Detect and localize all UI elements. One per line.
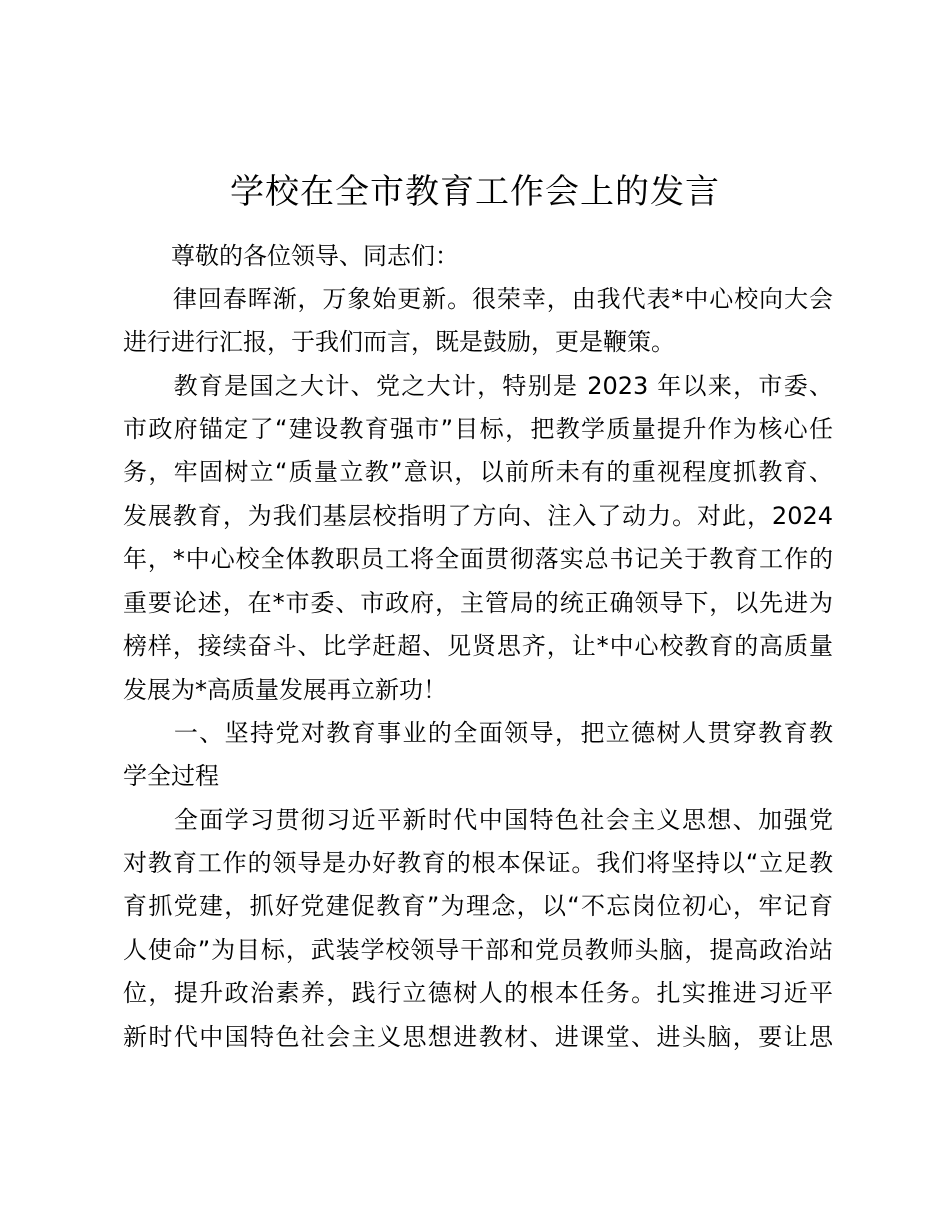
section-heading-line: 一、坚持党对教育事业的全面领导，把立德树人贯穿教育教	[123, 719, 833, 747]
paragraph-line: 重要论述，在*市委、市政府，主管局的统正确领导下，以先进为	[123, 589, 833, 617]
paragraph-line: 全面学习贯彻习近平新时代中国特色社会主义思想、加强党	[123, 806, 833, 834]
paragraph-line: 育抓党建，抓好党建促教育”为理念，以“不忘岗位初心，牢记育	[123, 892, 833, 920]
paragraph-line: 对教育工作的领导是办好教育的根本保证。我们将坚持以“立足教	[123, 849, 833, 877]
paragraph-line: 发展教育，为我们基层校指明了方向、注入了动力。对此，2024	[123, 502, 833, 530]
paragraph-line: 律回春晖渐，万象始更新。很荣幸，由我代表*中心校向大会	[123, 285, 833, 313]
paragraph-line: 榜样，接续奋斗、比学赶超、见贤思齐，让*中心校教育的高质量	[123, 632, 833, 660]
paragraph-line: 发展为*高质量发展再立新功！	[123, 676, 447, 704]
paragraph-line: 位，提升政治素养，践行立德树人的根本任务。扎实推进习近平	[123, 979, 833, 1007]
section-heading-line: 学全过程	[123, 762, 219, 790]
paragraph-line: 尊敬的各位领导、同志们：	[123, 242, 459, 270]
document-title: 学校在全市教育工作会上的发言	[230, 172, 720, 212]
paragraph-line: 务，牢固树立“质量立教”意识，以前所未有的重视程度抓教育、	[123, 458, 833, 486]
paragraph-line: 人使命”为目标，武装学校领导干部和党员教师头脑，提高政治站	[123, 936, 833, 964]
paragraph-line: 年，*中心校全体教职员工将全面贯彻落实总书记关于教育工作的	[123, 545, 833, 573]
paragraph-line: 新时代中国特色社会主义思想进教材、进课堂、进头脑，要让思	[123, 1023, 833, 1051]
paragraph-line: 教育是国之大计、党之大计，特别是 2023 年以来，市委、	[123, 372, 833, 400]
paragraph-line: 进行进行汇报，于我们而言，既是鼓励，更是鞭策。	[123, 328, 675, 356]
paragraph-line: 市政府锚定了“建设教育强市”目标，把教学质量提升作为核心任	[123, 415, 833, 443]
